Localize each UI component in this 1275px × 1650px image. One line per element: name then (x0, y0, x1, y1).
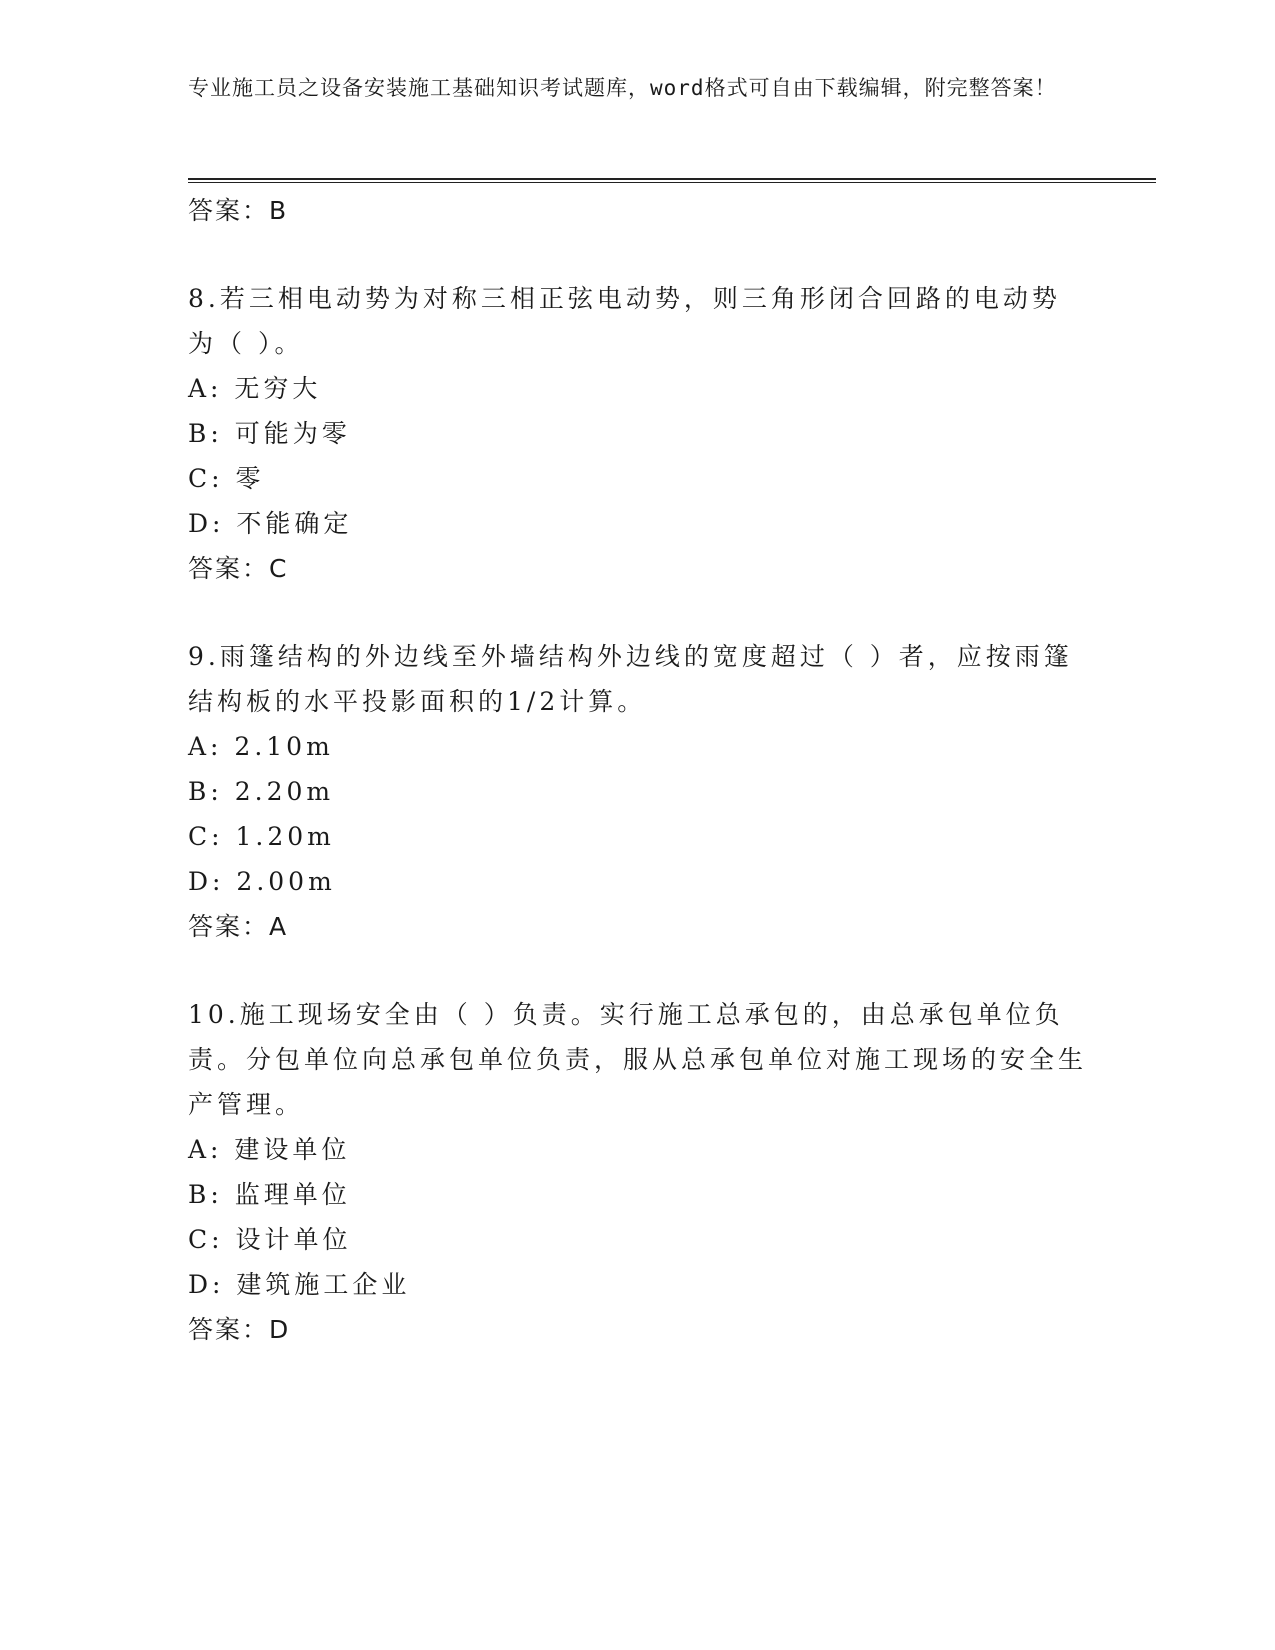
option-c: C: 1.20m (188, 822, 335, 851)
question-text: 9.雨篷结构的外边线至外墙结构外边线的宽度超过（ ）者，应按雨篷结构板的水平投影面积的1/2计算。 (188, 642, 1073, 716)
question-answer: 答案：C (188, 554, 289, 583)
option-b: B: 监理单位 (188, 1180, 351, 1209)
previous-question-answer: 答案：B (188, 196, 289, 225)
document-header: 专业施工员之设备安装施工基础知识考试题库，word格式可自由下载编辑，附完整答案！ (188, 76, 1057, 100)
question-text: 10.施工现场安全由（ ）负责。实行施工总承包的，由总承包单位负责。分包单位向总承包单位负责，服从总承包单位对施工现场的安全生产管理。 (188, 1000, 1088, 1119)
option-c: C: 零 (188, 464, 265, 493)
question-8 (188, 276, 1088, 592)
question-answer: 答案：A (188, 912, 289, 941)
document-body (188, 188, 1088, 1353)
option-b: B: 2.20m (188, 777, 335, 806)
option-b: B: 可能为零 (188, 419, 351, 448)
option-c: C: 设计单位 (188, 1225, 352, 1254)
header-divider (188, 178, 1156, 183)
option-d: D: 不能确定 (188, 509, 353, 538)
question-10 (188, 992, 1088, 1353)
question-text: 8.若三相电动势为对称三相正弦电动势，则三角形闭合回路的电动势为（ ）。 (188, 284, 1061, 358)
option-d: D: 2.00m (188, 867, 336, 896)
option-a: A: 2.10m (188, 732, 334, 761)
question-9 (188, 634, 1088, 950)
question-answer: 答案：D (188, 1315, 291, 1344)
option-a: A: 无穷大 (188, 374, 322, 403)
option-d: D: 建筑施工企业 (188, 1270, 411, 1299)
option-a: A: 建设单位 (188, 1135, 351, 1164)
